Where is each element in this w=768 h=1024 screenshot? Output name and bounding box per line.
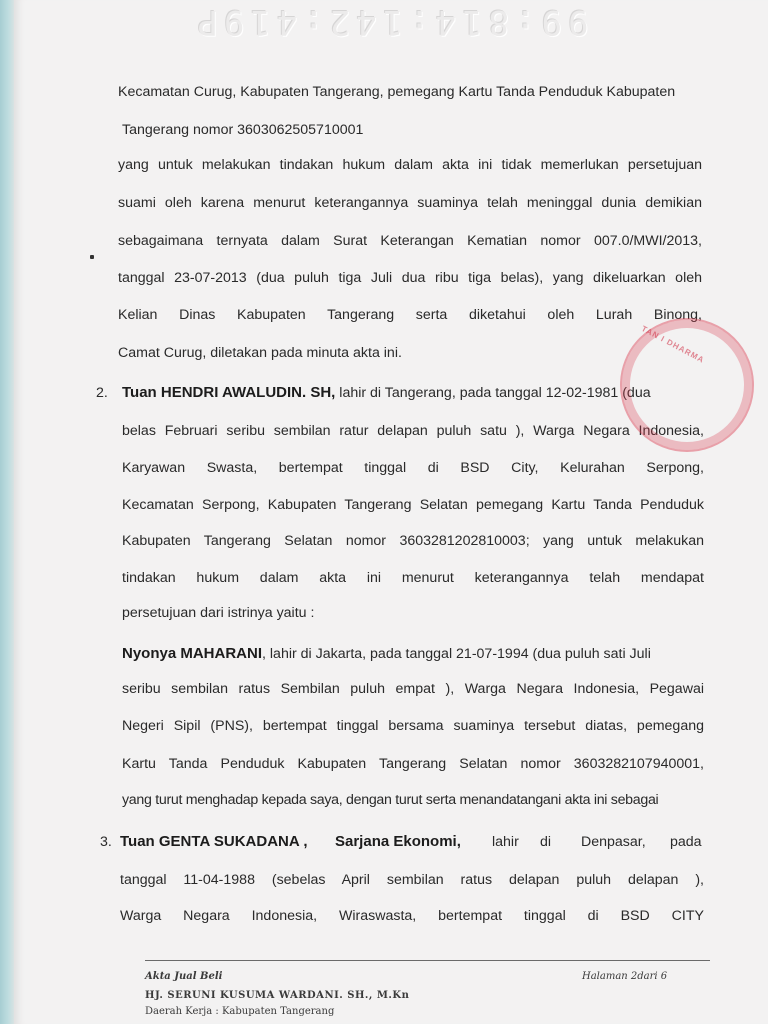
text-line: tanggal 11-04-1988 (sebelas April sembilan ratus delapan puluh delapan ), [120, 872, 704, 888]
text-line: tanggal 23-07-2013 (dua puluh tiga Juli dua ribu tiga belas), yang dikeluarkan oleh [118, 270, 702, 286]
text-span: pada [670, 834, 702, 850]
footer-doc-title: Akta Jual Beli [145, 971, 223, 982]
text-line: Negeri Sipil (PNS), bertempat tinggal bersama suaminya tersebut diatas, pemegang [122, 718, 704, 734]
paragraph-continuation [118, 82, 702, 372]
list-item-3 [120, 832, 704, 932]
party-title: Sarjana Ekonomi, [335, 833, 461, 850]
text-span: , lahir di Jakarta, pada tanggal 21-07-1994 (dua puluh sati Juli [262, 646, 651, 662]
list-number: 3. [100, 834, 112, 850]
text-line: persetujuan dari istrinya yaitu : [122, 605, 315, 621]
party-name: Tuan HENDRI AWALUDIN. SH, [122, 384, 336, 401]
text-span: lahir di Tangerang, pada tanggal 12-02-1981 (dua [335, 385, 651, 401]
text-line: sebagaimana ternyata dalam Surat Keterangan Kematian nomor 007.0/MWI/2013, [118, 233, 702, 249]
text-line: Kelian Dinas Kabupaten Tangerang serta diketahui oleh Lurah Binong, [118, 307, 702, 323]
list-item-2 [122, 383, 704, 823]
text-line: Kartu Tanda Penduduk Kabupaten Tangerang Selatan nomor 3603282107940001, [122, 756, 704, 772]
text-line: Karyawan Swasta, bertempat tinggal di BSD City, Kelurahan Serpong, [122, 460, 704, 476]
scan-edge [0, 0, 14, 1024]
text-span: Denpasar, [581, 834, 646, 850]
list-number: 2. [96, 385, 108, 401]
text-span: di [540, 834, 552, 850]
margin-mark [90, 255, 94, 259]
text-line: tindakan hukum dalam akta ini menurut keterangannya telah mendapat [122, 570, 704, 586]
party-name: Tuan GENTA SUKADANA , [120, 833, 308, 850]
text-line: Tangerang nomor 3603062505710001 [122, 122, 364, 138]
text-line: yang untuk melakukan tindakan hukum dalam akta ini tidak memerlukan persetujuan [118, 157, 702, 173]
spouse-name: Nyonya MAHARANI [122, 645, 263, 662]
text-span: lahir [492, 834, 519, 850]
text-line: suami oleh karena menurut keterangannya suaminya telah meninggal dunia demikian [118, 195, 702, 211]
footer-rule [145, 960, 710, 961]
text-line: Warga Negara Indonesia, Wiraswasta, bertempat tinggal di BSD CITY [120, 908, 704, 924]
text-line: Kabupaten Tangerang Selatan nomor 3603281202810003; yang untuk melakukan [122, 533, 704, 549]
text-line [122, 644, 651, 664]
stamp-text: TAN I DHARMA [639, 324, 707, 365]
embossed-watermark: 99:814:142:419P [191, 2, 589, 42]
footer-work-area: Daerah Kerja : Kabupaten Tangerang [145, 1006, 335, 1017]
text-line: yang turut menghadap kepada saya, dengan turut serta menandatangani akta ini sebagai [122, 792, 659, 808]
text-line: Kecamatan Serpong, Kabupaten Tangerang Selatan pemegang Kartu Tanda Penduduk [122, 497, 704, 513]
footer-notary-name: HJ. SERUNI KUSUMA WARDANI. SH., M.Kn [145, 990, 410, 1001]
text-line: seribu sembilan ratus Sembilan puluh empat ), Warga Negara Indonesia, Pegawai [122, 681, 704, 697]
text-line [120, 832, 704, 852]
text-line: Kecamatan Curug, Kabupaten Tangerang, pemegang Kartu Tanda Penduduk Kabupaten [118, 84, 676, 100]
text-line: belas Februari seribu sembilan ratur delapan puluh satu ), Warga Negara Indonesia, [122, 423, 704, 439]
footer-page-label: Halaman 2dari 6 [582, 971, 668, 982]
text-line: Camat Curug, diletakan pada minuta akta ini. [118, 345, 402, 361]
notary-stamp [620, 318, 754, 452]
text-line [122, 383, 651, 403]
